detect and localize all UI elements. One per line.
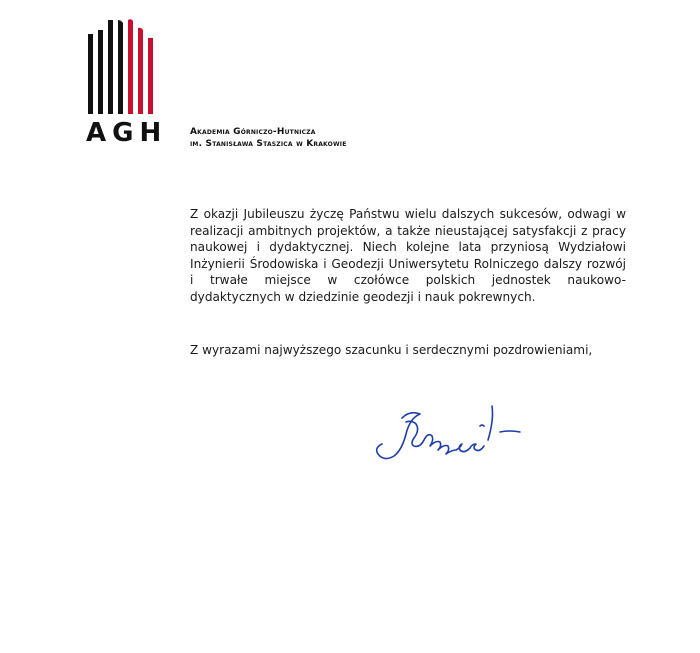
logo-bar	[108, 20, 113, 114]
institution-line-1: Akademia Górniczo-Hutnicza	[190, 127, 316, 137]
logo-bar	[118, 20, 123, 114]
logo-bar	[88, 34, 93, 114]
institution-name	[190, 126, 347, 150]
letter-closing: Z wyrazami najwyższego szacunku i serdecznymi pozdrowieniami,	[190, 343, 593, 357]
handwritten-signature	[372, 396, 542, 466]
logo-bar	[128, 19, 133, 114]
letter-body: Z okazji Jubileuszu życzę Państwu wielu dalszych sukcesów, odwagi w realizacji ambitnych projektów, a także nieustającej satysfakcji z pracy naukowej i dydaktycznej. Niech kolejne lata przyniosą Wydziałowi Inżynierii Środowiska i Geodezji Uniwersytetu Rolniczego dalszy rozwój i trwałe miejsce w czołówce polskich jednostek naukowo-dydaktycznych w dziedzinie geodezji i nauk pokrewnych.	[190, 207, 626, 304]
logo-text: AGH	[86, 118, 168, 148]
logo-bar	[98, 30, 103, 114]
logo-bar	[148, 38, 153, 114]
logo-bar	[138, 28, 143, 114]
agh-logo-mark	[86, 16, 156, 116]
institution-line-2: im. Stanisława Staszica w Krakowie	[190, 139, 347, 149]
